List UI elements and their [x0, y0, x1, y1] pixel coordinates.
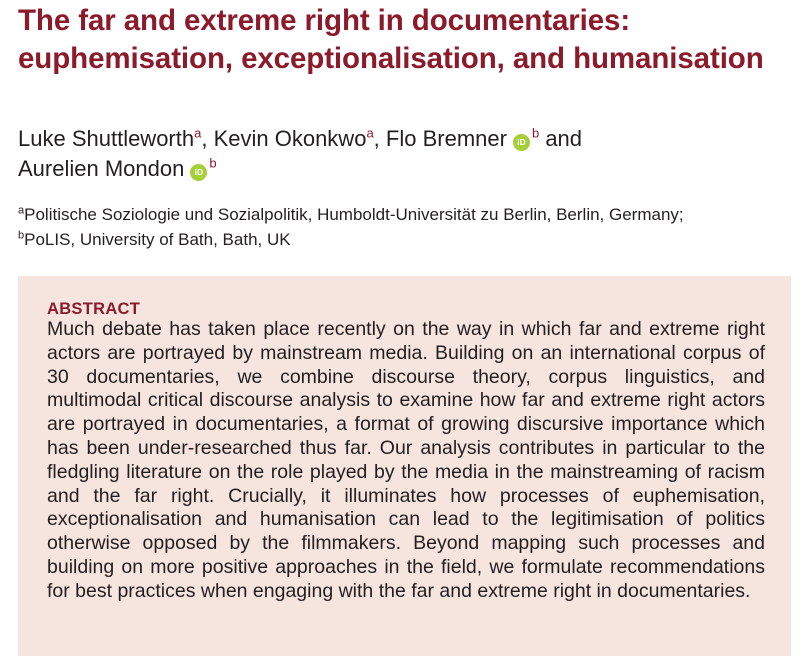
abstract-box: [18, 276, 791, 656]
affiliation-mark: a: [366, 125, 374, 141]
affiliation-mark: a: [194, 125, 202, 141]
affiliation: [18, 202, 798, 227]
affiliation-mark: b: [531, 125, 540, 141]
affiliation: [18, 227, 798, 252]
author-name: Luke Shuttleworth: [18, 126, 195, 151]
affiliation-mark: a: [18, 204, 25, 217]
abstract-text: Much debate has taken place recently on the way in which far and extreme right actors are portrayed by mainstream media. Building on an international corpus of 30 documentaries, we combine discourse theory, corpus linguistics, and multimodal critical discourse analysis to examine how far and extreme right actors are portrayed in documentaries, a format of growing discursive importance which has been under-researched thus far. Our analysis contributes in particular to the fledgling literature on the role played by the media in the mainstreaming of racism and the far right. Crucially, it illuminates how processes of euphemisation, exceptionalisation and humanisation can lead to the legitimisation of politics otherwise opposed by the filmmakers. Beyond mapping such processes and building on more positive approaches in the field, we formulate recommendations for best practices when engaging with the far and extreme right in documentaries.: [47, 318, 765, 602]
author-list: Luke Shuttleworth$^a$, Kevin Okonkwo$^a$, Flo Bremner $iD^b$ and Aurelien Mondon $iD^b$: [18, 125, 583, 181]
orcid-icon[interactable]: iD: [513, 134, 530, 151]
author-name: Kevin Okonkwo: [213, 126, 367, 151]
abstract-heading: ABSTRACT: [47, 300, 141, 318]
affiliation-text: Politische Soziologie und Sozialpolitik, Humboldt-Universität zu Berlin, Berlin, Germany;: [24, 205, 684, 224]
affiliation-text: PoLIS, University of Bath, Bath, UK: [24, 230, 291, 249]
affiliation-mark: b: [18, 229, 25, 242]
affiliation-mark: b: [209, 155, 217, 171]
author-name: Aurelien Mondon: [18, 156, 185, 181]
orcid-icon[interactable]: iD: [190, 164, 207, 181]
affiliations: [18, 202, 798, 252]
and-word: and: [545, 126, 583, 151]
paper-title: The far and extreme right in documentaries: euphemisation, exceptionalisation, and humanisation: [18, 4, 764, 75]
author-name: Flo Bremner: [385, 126, 507, 151]
